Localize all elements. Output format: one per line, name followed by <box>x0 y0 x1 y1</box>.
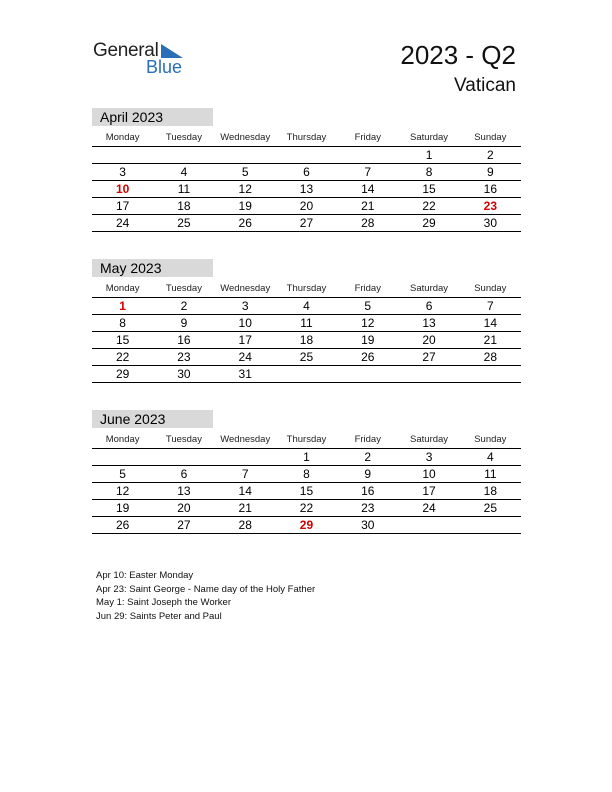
day-cell: 21 <box>483 333 497 347</box>
day-cell: 8 <box>425 165 433 179</box>
weeks <box>92 298 521 383</box>
note: Jun 29: Saints Peter and Paul <box>96 610 222 622</box>
day-cell: 25 <box>299 350 314 364</box>
day-cell: 27 <box>177 518 191 532</box>
day-cell <box>398 366 459 382</box>
day-cell: 9 <box>180 316 188 330</box>
month-april <box>92 108 521 232</box>
day-cell: 17 <box>115 199 130 213</box>
day-cell: 27 <box>422 350 436 364</box>
week-row <box>92 298 521 315</box>
day-cell <box>92 147 153 163</box>
day-cell: 24 <box>422 501 436 515</box>
note: May 1: Saint Joseph the Worker <box>96 597 231 609</box>
day-cell: 10 <box>238 316 252 330</box>
day-cell: 24 <box>115 216 130 230</box>
day-cell <box>398 517 459 533</box>
day-cell: 23 <box>361 501 375 515</box>
day-cell: 4 <box>180 165 188 179</box>
day-cell: 3 <box>119 165 126 179</box>
day-cell: 7 <box>486 299 494 313</box>
day-cell: 10 <box>115 182 130 196</box>
day-cell <box>460 366 521 382</box>
month-june <box>92 410 521 534</box>
weekday-label: Friday <box>354 283 381 294</box>
day-cell: 23 <box>177 350 191 364</box>
day-cell: 12 <box>238 182 252 196</box>
week-row <box>92 181 521 198</box>
weekday-label: Thursday <box>286 132 327 143</box>
week-row <box>92 517 521 534</box>
day-cell: 28 <box>238 518 252 532</box>
weekday-label: Monday <box>105 132 140 143</box>
day-cell: 18 <box>177 199 191 213</box>
day-cell: 29 <box>115 367 130 381</box>
day-cell: 16 <box>361 484 375 498</box>
day-cell: 11 <box>177 182 191 196</box>
week-row <box>92 366 521 383</box>
note: Apr 23: Saint George - Name day of the Holy Father <box>96 583 316 595</box>
weekday-row <box>92 277 521 298</box>
day-cell: 27 <box>299 216 314 230</box>
country-name: Vatican <box>454 75 516 96</box>
day-cell: 13 <box>299 182 314 196</box>
day-cell: 1 <box>303 450 310 464</box>
day-cell: 11 <box>484 467 497 481</box>
day-cell: 26 <box>238 216 252 230</box>
day-cell <box>276 366 337 382</box>
day-cell: 29 <box>422 216 436 230</box>
day-cell: 15 <box>115 333 130 347</box>
week-row <box>92 466 521 483</box>
day-cell: 9 <box>364 467 372 481</box>
weeks <box>92 147 521 232</box>
weekday-label: Tuesday <box>165 434 202 445</box>
day-cell: 22 <box>115 350 130 364</box>
week-row <box>92 198 521 215</box>
day-cell: 4 <box>486 450 494 464</box>
day-cell <box>215 147 276 163</box>
day-cell: 3 <box>425 450 433 464</box>
day-cell: 7 <box>241 467 249 481</box>
day-cell: 6 <box>425 299 433 313</box>
day-cell: 23 <box>483 199 497 213</box>
day-cell: 20 <box>422 333 436 347</box>
day-cell: 14 <box>361 182 375 196</box>
day-cell <box>460 517 521 533</box>
day-cell: 9 <box>486 165 494 179</box>
day-cell: 18 <box>299 333 314 347</box>
weekday-row <box>92 428 521 449</box>
day-cell: 13 <box>422 316 436 330</box>
day-cell: 17 <box>238 333 252 347</box>
day-cell: 12 <box>115 484 130 498</box>
day-cell: 17 <box>422 484 436 498</box>
week-row <box>92 147 521 164</box>
day-cell: 8 <box>119 316 126 330</box>
day-cell: 22 <box>299 501 314 515</box>
day-cell: 20 <box>299 199 314 213</box>
logo-word-general: General <box>93 40 159 61</box>
day-cell: 8 <box>303 467 310 481</box>
day-cell: 3 <box>241 299 249 313</box>
day-cell <box>276 147 337 163</box>
week-row <box>92 483 521 500</box>
page-title: 2023 - Q2 <box>400 40 516 70</box>
day-cell: 25 <box>177 216 191 230</box>
day-cell <box>337 147 398 163</box>
logo-triangle-icon <box>161 44 183 58</box>
logo-word-blue: Blue <box>146 57 183 77</box>
week-row <box>92 332 521 349</box>
day-cell: 5 <box>364 299 372 313</box>
day-cell: 5 <box>241 165 249 179</box>
weekday-label: Monday <box>105 283 140 294</box>
weeks <box>92 449 521 534</box>
month-header: May 2023 <box>92 259 213 277</box>
day-cell: 2 <box>486 148 494 162</box>
weekday-label: Tuesday <box>165 132 202 143</box>
day-cell: 1 <box>119 299 126 313</box>
day-cell: 15 <box>422 182 436 196</box>
weekday-label: Saturday <box>410 283 449 294</box>
day-cell: 1 <box>425 148 433 162</box>
day-cell: 28 <box>361 216 375 230</box>
day-cell <box>337 366 398 382</box>
weekday-label: Saturday <box>410 434 449 445</box>
weekday-label: Thursday <box>286 434 327 445</box>
day-cell: 20 <box>177 501 191 515</box>
day-cell: 4 <box>303 299 310 313</box>
day-cell: 10 <box>422 467 436 481</box>
day-cell: 19 <box>361 333 375 347</box>
day-cell <box>153 147 214 163</box>
weekday-row <box>92 126 521 147</box>
day-cell <box>215 449 276 465</box>
day-cell: 19 <box>238 199 252 213</box>
day-cell: 18 <box>483 484 497 498</box>
day-cell <box>153 449 214 465</box>
day-cell: 2 <box>180 299 188 313</box>
weekday-label: Saturday <box>410 132 449 143</box>
day-cell: 13 <box>177 484 191 498</box>
week-row <box>92 164 521 181</box>
day-cell: 21 <box>238 501 252 515</box>
weekday-label: Wednesday <box>220 434 271 445</box>
logo <box>93 40 193 80</box>
day-cell: 22 <box>422 199 436 213</box>
weekday-label: Thursday <box>286 283 327 294</box>
day-cell <box>92 449 153 465</box>
day-cell: 14 <box>483 316 497 330</box>
day-cell: 24 <box>238 350 252 364</box>
day-cell: 25 <box>483 501 497 515</box>
day-cell: 21 <box>361 199 375 213</box>
day-cell: 16 <box>483 182 497 196</box>
week-row <box>92 315 521 332</box>
day-cell: 2 <box>364 450 372 464</box>
weekday-label: Friday <box>354 434 381 445</box>
weekday-label: Sunday <box>474 132 507 143</box>
day-cell: 19 <box>115 501 130 515</box>
holiday-notes <box>96 569 315 623</box>
weekday-label: Tuesday <box>165 283 202 294</box>
week-row <box>92 500 521 517</box>
weekday-label: Wednesday <box>220 132 271 143</box>
day-cell: 30 <box>177 367 191 381</box>
week-row <box>92 349 521 366</box>
day-cell: 28 <box>483 350 497 364</box>
weekday-label: Friday <box>354 132 381 143</box>
month-header: June 2023 <box>92 410 213 428</box>
day-cell: 30 <box>483 216 497 230</box>
day-cell: 31 <box>238 367 252 381</box>
month-header: April 2023 <box>92 108 213 126</box>
day-cell: 14 <box>238 484 252 498</box>
week-row <box>92 449 521 466</box>
weekday-label: Wednesday <box>220 283 271 294</box>
day-cell: 6 <box>180 467 188 481</box>
day-cell: 29 <box>299 518 314 532</box>
day-cell: 6 <box>303 165 310 179</box>
day-cell: 7 <box>364 165 372 179</box>
weekday-label: Monday <box>105 434 140 445</box>
weekday-label: Sunday <box>474 434 507 445</box>
weekday-label: Sunday <box>474 283 507 294</box>
day-cell: 11 <box>300 316 313 330</box>
day-cell: 15 <box>299 484 314 498</box>
day-cell: 16 <box>177 333 191 347</box>
day-cell: 26 <box>361 350 375 364</box>
month-may <box>92 259 521 383</box>
day-cell: 5 <box>119 467 126 481</box>
day-cell: 30 <box>361 518 375 532</box>
day-cell: 12 <box>361 316 375 330</box>
week-row <box>92 215 521 232</box>
note: Apr 10: Easter Monday <box>96 570 194 581</box>
day-cell: 26 <box>115 518 130 532</box>
